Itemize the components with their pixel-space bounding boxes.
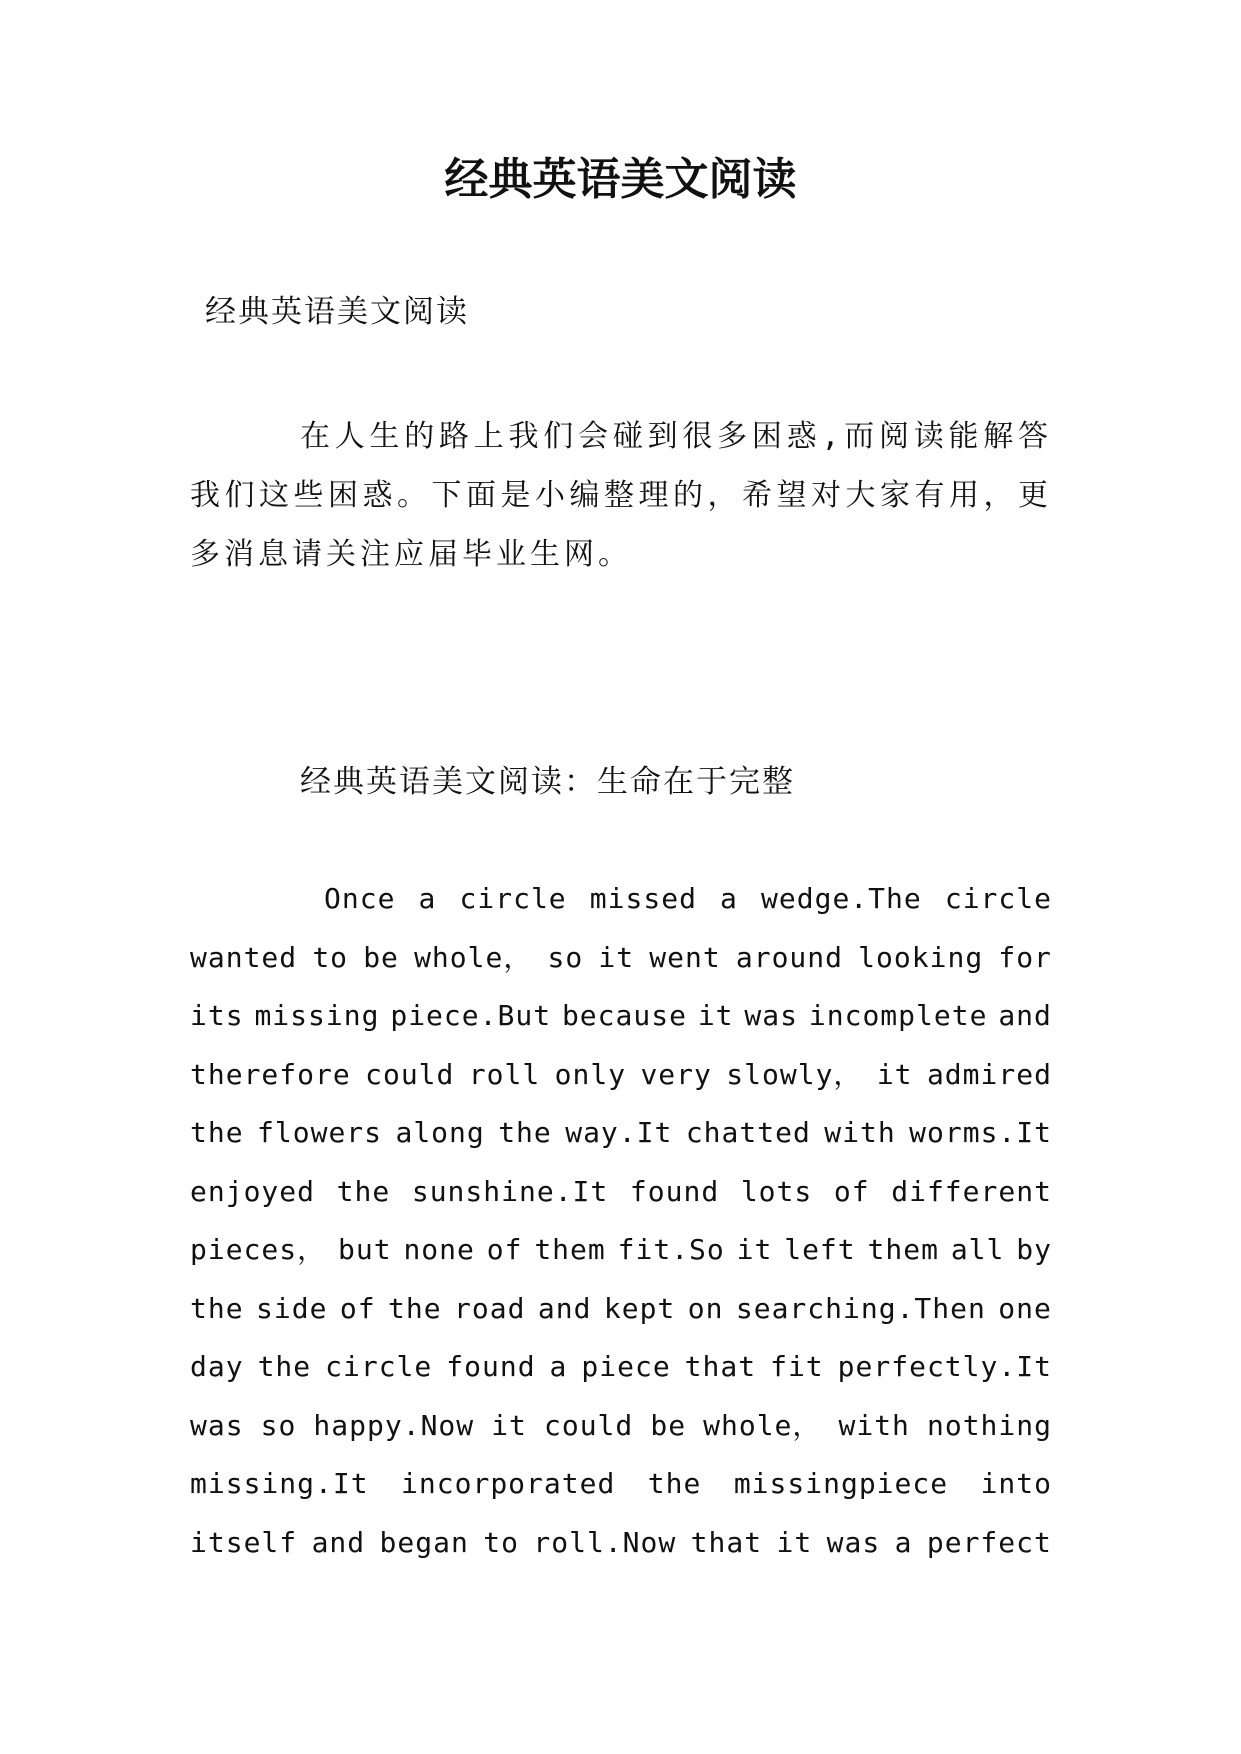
section-heading: 经典英语美文阅读：生命在于完整 <box>300 764 795 800</box>
story-line: pieces， but none of them fit.So it left them all by <box>190 1233 1052 1266</box>
story-line: itself and began to roll.Now that it was a perfect <box>190 1525 1052 1559</box>
document-title: 经典英语美文阅读 <box>444 154 797 205</box>
story-line: Once a circle missed a wedge.The circle <box>324 882 1052 915</box>
story-line: the side of the road and kept on searching.Then one <box>190 1291 1052 1325</box>
story-line: day the circle found a piece that fit perfectly.It <box>190 1350 1052 1383</box>
story-line: was so happy.Now it could be whole， with nothing <box>190 1408 1052 1442</box>
story-line: its missing piece.But because it was incomplete and <box>190 999 1052 1032</box>
intro-paragraph: 在人生的路上我们会碰到很多困惑,而阅读能解答我们这些困惑。下面是小编整理的，希望对大家有用，更多消息请关注应届毕业生网。 <box>190 419 1052 572</box>
story-paragraph <box>190 870 1052 1572</box>
story-line: enjoyed the sunshine.It found lots of different <box>190 1174 1052 1208</box>
document-subtitle: 经典英语美文阅读 <box>205 294 469 330</box>
story-line: therefore could roll only very slowly， it admired <box>190 1057 1052 1091</box>
story-line: missing.It incorporated the missingpiece into <box>190 1467 1052 1500</box>
story-line: wanted to be whole， so it went around looking for <box>190 940 1052 974</box>
story-line: the flowers along the way.It chatted with worms.It <box>190 1116 1052 1149</box>
